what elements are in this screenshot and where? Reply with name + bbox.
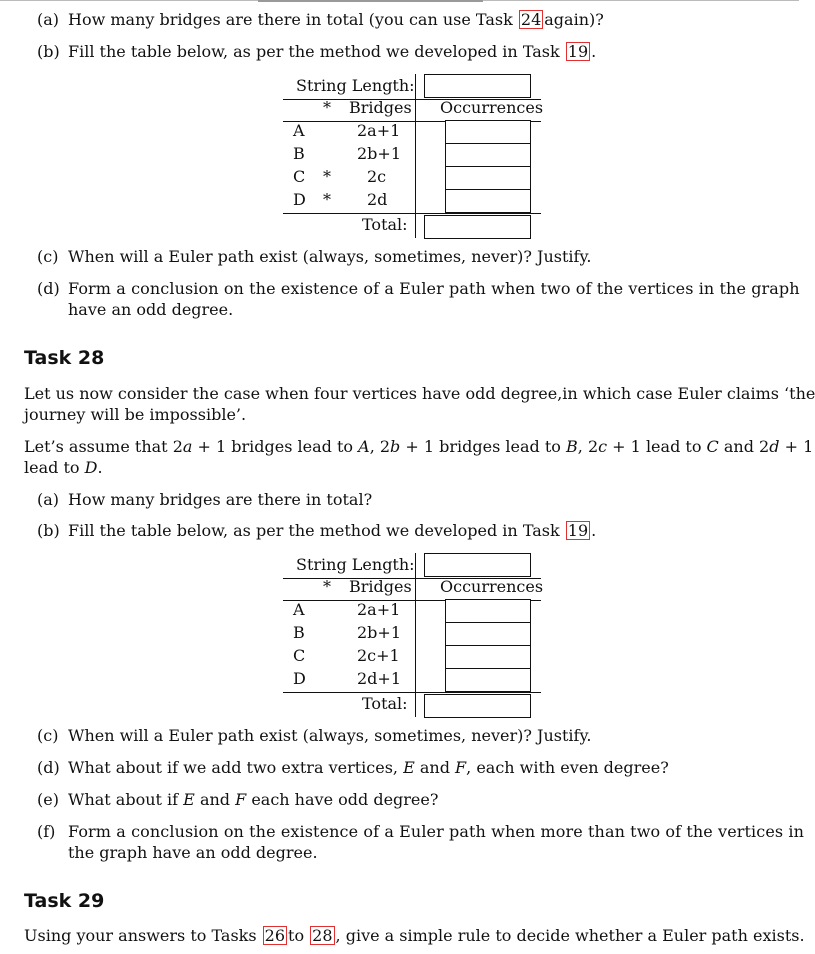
occurrences-input[interactable]	[445, 599, 531, 623]
total-label: Total:	[362, 215, 408, 234]
bridges-cell: 2c	[367, 167, 387, 186]
bridges-cell: 2a+1	[357, 600, 401, 619]
math-var: D	[84, 458, 98, 477]
occurrences-input[interactable]	[445, 143, 531, 167]
item-text: Fill the table below, as per the method we developed in Task	[68, 521, 560, 540]
table-divider	[415, 99, 416, 121]
vertex-cell: A	[293, 121, 305, 140]
item-text: What about if we add two extra vertices,	[68, 758, 404, 777]
text: + 1 lead to	[607, 437, 707, 456]
star-header: *	[323, 98, 331, 117]
task-ref-link[interactable]: 24	[520, 10, 542, 29]
item-text: What about if	[68, 790, 184, 809]
vertex-cell: D	[293, 190, 306, 209]
vertex-cell: B	[293, 144, 305, 163]
vertex-cell: B	[293, 623, 305, 642]
item-label: (d)	[37, 279, 60, 298]
item-text: again)?	[544, 10, 604, 29]
occurrences-input[interactable]	[445, 622, 531, 646]
item-text: .	[591, 521, 597, 540]
task-ref-link[interactable]: 19	[567, 521, 589, 540]
text: lead to	[24, 458, 85, 477]
string-length-input[interactable]	[424, 553, 531, 577]
task28-paragraph: journey will be impossible’.	[24, 405, 247, 424]
string-length-label: String Length:	[296, 76, 415, 95]
text: Let’s assume that 2	[24, 437, 183, 456]
item-text: .	[591, 42, 597, 61]
table-divider	[415, 692, 416, 717]
total-input[interactable]	[424, 215, 531, 239]
task-ref-link[interactable]: 28	[312, 926, 333, 945]
task-29-heading: Task 29	[24, 890, 105, 912]
item-text: Fill the table below, as per the method we developed in Task	[68, 42, 560, 61]
item-text: When will a Euler path exist (always, sometimes, never)? Justify.	[68, 726, 592, 745]
star-cell: *	[323, 167, 331, 186]
text: + 1 bridges lead to	[400, 437, 566, 456]
text: , 2	[577, 437, 599, 456]
item-text: and	[414, 758, 456, 777]
bridges-header: Bridges	[349, 98, 412, 117]
math-var: B	[566, 437, 578, 456]
text: .	[97, 458, 103, 477]
bridges-header: Bridges	[349, 577, 412, 596]
task28-paragraph	[24, 458, 103, 478]
text: + 1 bridges lead to	[192, 437, 359, 456]
vertex-cell: C	[293, 167, 306, 186]
table-rule	[283, 692, 541, 693]
item-text: Form a conclusion on the existence of a Euler path when more than two of the vertices in	[68, 822, 805, 841]
table-rule	[283, 213, 541, 214]
item-text: Form a conclusion on the existence of a Euler path when two of the vertices in the graph	[68, 279, 800, 298]
item-label: (b)	[37, 521, 60, 540]
star-header: *	[323, 577, 331, 596]
item-label: (a)	[37, 490, 60, 509]
total-label: Total:	[362, 694, 408, 713]
item-text: have an odd degree.	[68, 300, 234, 319]
bridges-table-1	[283, 74, 543, 234]
math-var: E	[183, 790, 195, 809]
item-text: How many bridges are there in total (you can use Task	[68, 10, 513, 29]
math-var: d	[769, 437, 780, 456]
occurrences-input[interactable]	[445, 189, 531, 213]
occurrences-header: Occurrences	[440, 98, 544, 117]
table-divider	[415, 121, 416, 213]
occurrences-input[interactable]	[445, 166, 531, 190]
bridges-cell: 2b+1	[357, 144, 402, 163]
table-divider	[415, 213, 416, 238]
vertex-cell: A	[293, 600, 305, 619]
text: , 2	[369, 437, 391, 456]
text: to	[288, 926, 305, 945]
item-text: When will a Euler path exist (always, sometimes, never)? Justify.	[68, 247, 592, 266]
task-ref-link[interactable]: 19	[567, 42, 589, 61]
bridges-table-2	[283, 553, 543, 713]
math-var: C	[706, 437, 719, 456]
bridges-cell: 2b+1	[357, 623, 402, 642]
bridges-cell: 2d+1	[357, 669, 402, 688]
math-var: F	[235, 790, 247, 809]
occurrences-header: Occurrences	[440, 577, 544, 596]
item-label: (d)	[37, 758, 60, 777]
text: , give a simple rule to decide whether a Euler path exists.	[335, 926, 805, 945]
math-var: E	[403, 758, 415, 777]
item-label: (a)	[37, 10, 60, 29]
task29-paragraph	[24, 926, 805, 946]
table-divider	[415, 600, 416, 692]
math-var: c	[598, 437, 608, 456]
total-input[interactable]	[424, 694, 531, 718]
occurrences-input[interactable]	[445, 120, 531, 144]
scroll-indicator	[258, 0, 483, 2]
text: and 2	[718, 437, 770, 456]
bridges-cell: 2a+1	[357, 121, 401, 140]
table-divider	[415, 578, 416, 600]
task28-paragraph	[24, 437, 813, 457]
item-label: (c)	[37, 247, 59, 266]
occurrences-input[interactable]	[445, 645, 531, 669]
item-text: How many bridges are there in total?	[68, 490, 373, 509]
item-text: , each with even degree?	[466, 758, 669, 777]
item-label: (b)	[37, 42, 60, 61]
table-divider	[415, 74, 416, 99]
text: + 1	[779, 437, 814, 456]
occurrences-input[interactable]	[445, 668, 531, 692]
bridges-cell: 2d	[367, 190, 388, 209]
item-label: (e)	[37, 790, 59, 809]
vertex-cell: C	[293, 646, 306, 665]
item-text: each have odd degree?	[246, 790, 439, 809]
item-text: and	[194, 790, 236, 809]
math-var: a	[182, 437, 193, 456]
bridges-cell: 2c+1	[357, 646, 400, 665]
table-divider	[415, 553, 416, 578]
task-ref-link[interactable]: 26	[264, 926, 286, 945]
item-label: (f)	[37, 822, 56, 841]
star-cell: *	[323, 190, 331, 209]
math-var: A	[358, 437, 370, 456]
text: Using your answers to Tasks	[24, 926, 257, 945]
task28-paragraph: Let us now consider the case when four vertices have odd degree,in which case Euler claims ‘the	[24, 384, 815, 403]
string-length-label: String Length:	[296, 555, 415, 574]
task-28-heading: Task 28	[24, 347, 105, 369]
item-label: (c)	[37, 726, 59, 745]
math-var: F	[455, 758, 467, 777]
string-length-input[interactable]	[424, 74, 531, 98]
item-text: the graph have an odd degree.	[68, 843, 318, 862]
math-var: b	[390, 437, 401, 456]
vertex-cell: D	[293, 669, 306, 688]
